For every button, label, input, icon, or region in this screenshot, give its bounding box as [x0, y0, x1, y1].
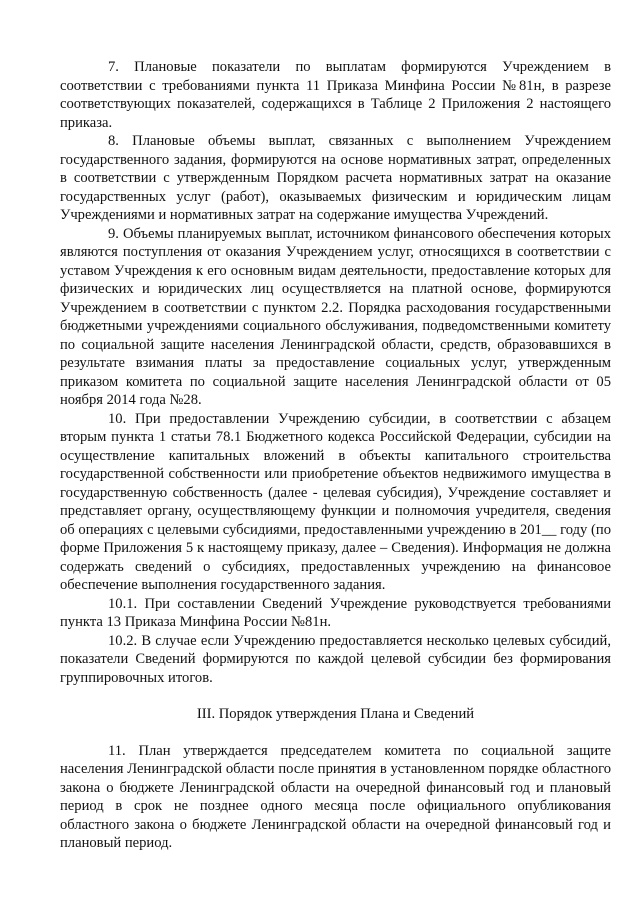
- paragraph-10: 10. При предоставлении Учреждению субсидии, в соответствии с абзацем вторым пункта 1 статьи 78.1 Бюджетного кодекса Российской Федерации, субсидии на осуществление капитальных вложений в объекты капитального строительства государственной собственности или приобретение объектов недвижимого имущества в государственную собственность (далее - целевая субсидия), Учреждение составляет и представляет органу, осуществляющему функции и полномочия учредителя, сведения об операциях с целевыми субсидиями, предоставленными учреждению в 201__ году (по форме Приложения 5 к настоящему приказу, далее – Сведения). Информация не должна содержать сведений о субсидиях, предоставленных учреждению на финансовое обеспечение выполнения государственного задания.: [60, 410, 611, 593]
- section-heading: III. Порядок утверждения Плана и Сведений: [196, 706, 475, 722]
- paragraph-10-1: 10.1. При составлении Сведений Учреждение руководствуется требованиями пункта 13 Приказа Минфина России №81н.: [60, 595, 611, 630]
- document-page: [60, 58, 611, 853]
- paragraph-11: 11. План утверждается председателем комитета по социальной защите населения Ленинградской области после принятия в установленном порядке областного закона о бюджете Ленинградской области на очередной финансовый год и плановый период в срок не позднее одного месяца после официального опубликования областного закона о бюджете Ленинградской области на очередной финансовый год и плановый период.: [60, 742, 611, 851]
- paragraph-10-2: 10.2. В случае если Учреждению предоставляется несколько целевых субсидий, показатели Сведений формируются по каждой целевой субсидии без формирования группировочных итогов.: [60, 632, 611, 686]
- paragraph-8: 8. Плановые объемы выплат, связанных с выполнением Учреждением государственного задания, формируются на основе нормативных затрат, определенных в соответствии с утвержденным Порядком расчета нормативных затрат на оказание государственных услуг (работ), оказываемых физическим и юридическим лицам Учреждениями и нормативных затрат на содержание имущества Учреждений.: [60, 133, 611, 223]
- paragraph-9: 9. Объемы планируемых выплат, источником финансового обеспечения которых являются поступления от оказания Учреждением услуг, относящихся в соответствии с уставом Учреждения к его основным видам деятельности, предоставление которых для физических и юридических лиц осуществляется на платной основе, формируются Учреждением в соответствии с пунктом 2.2. Порядка расходования государственными бюджетными учреждениями социального обслуживания, подведомственными комитету по социальной защите населения Ленинградской области, средств, образовавшихся в результате взимания платы за предоставление социальных услуг, утвержденным приказом комитета по социальной защите населения Ленинградской области от 05 ноября 2014 года №28.: [60, 225, 611, 408]
- paragraph-7: 7. Плановые показатели по выплатам формируются Учреждением в соответствии с требованиями пункта 11 Приказа Минфина России №81н, в разрезе соответствующих показателей, содержащихся в Таблице 2 Приложения 2 настоящего приказа.: [60, 59, 611, 131]
